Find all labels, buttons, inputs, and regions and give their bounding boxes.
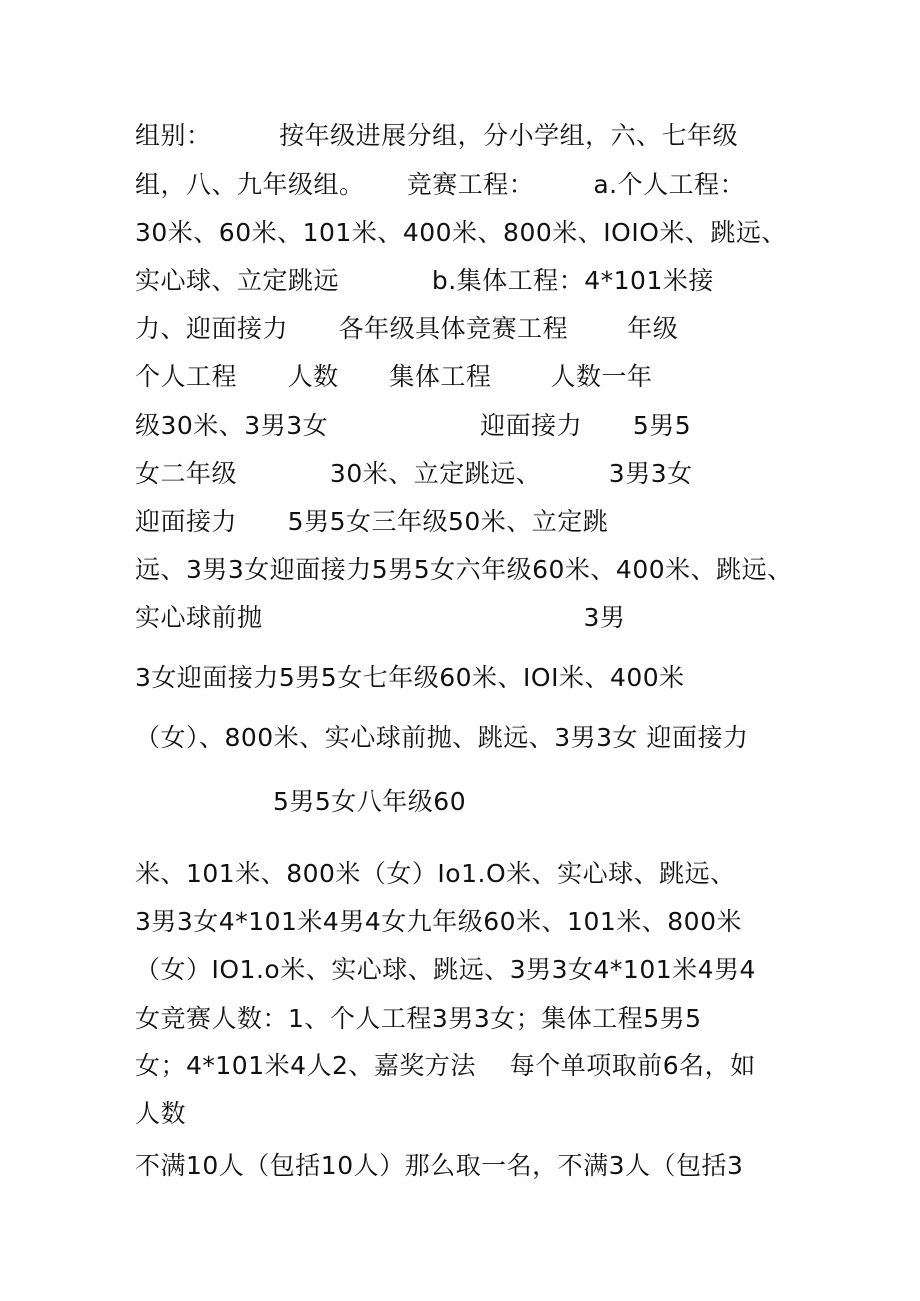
text-line: 女；4*101米4人2、嘉奖方法 每个单项取前6名，如 [135, 1051, 756, 1080]
text-line: 力、迎面接力 各年级具体竞赛工程 年级 [135, 314, 679, 343]
text-line: 实心球、立定跳远 b.集体工程：4*101米接 [135, 266, 714, 295]
text-line: 迎面接力 5男5女三年级50米、立定跳 [135, 507, 609, 536]
text-line: 组，八、九年级组。 竞赛工程： a.个人工程： [135, 170, 746, 199]
text-line: 个人工程 人数 集体工程 人数一年 [135, 362, 653, 391]
text-line: 女竞赛人数：1、个人工程3男3女；集体工程5男5 [135, 1004, 702, 1033]
text-line: （女）IO1.o米、实心球、跳远、3男3女4*101米4男4 [135, 955, 756, 984]
text-line: 5男5女八年级60 [273, 787, 467, 816]
text-line: 人数 [135, 1099, 187, 1128]
text-line: 不满10人（包括10人）那么取一名，不满3人（包括3 [135, 1151, 744, 1180]
text-line: 30米、60米、101米、400米、800米、IOIO米、跳远、 [135, 218, 787, 247]
text-line: 米、101米、800米（女）Io1.O米、实心球、跳远、 [135, 859, 736, 888]
text-line: 3女迎面接力5男5女七年级60米、IOI米、400米 [135, 663, 685, 692]
text-line: 实心球前抛 3男 [135, 603, 626, 632]
text-line: 女二年级 30米、立定跳远、 3男3女 [135, 459, 693, 488]
text-line: 远、3男3女迎面接力5男5女六年级60米、400米、跳远、 [135, 555, 793, 584]
text-line: 组别： 按年级进展分组，分小学组，六、七年级 [135, 121, 739, 150]
text-line: （女）、800米、实心球前抛、跳远、3男3女 迎面接力 [135, 723, 749, 752]
text-line: 3男3女4*101米4男4女九年级60米、101米、800米 [135, 907, 742, 936]
text-line: 级30米、3男3女 迎面接力 5男5 [135, 411, 692, 440]
